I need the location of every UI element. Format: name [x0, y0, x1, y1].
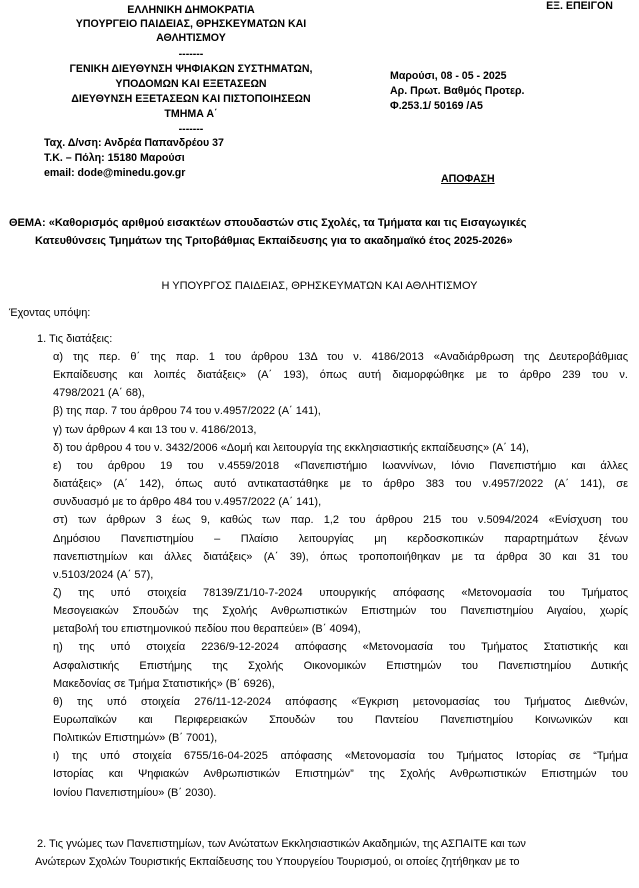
- department-line: ΓΕΝΙΚΗ ΔΙΕΥΘΥΝΣΗ ΨΗΦΙΑΚΩΝ ΣΥΣΤΗΜΑΤΩΝ,: [69, 63, 313, 75]
- protocol-number: Φ.253.1/ 50169 /Α5: [390, 100, 483, 112]
- provision-line: Ασφαλιστικής Επιστήμης της Σχολής Οικονομικών Επιστημών του Πανεπιστημίου Δυτικής: [53, 660, 628, 672]
- having-regard: Έχοντας υπόψη:: [9, 307, 91, 319]
- provision-line: Μακεδονίας σε Τμήμα Στατιστικής» (Β΄ 6926),: [53, 678, 275, 690]
- provision-line: ε) του άρθρου 19 του ν.4559/2018 «Πανεπιστήμιο Ιωαννίνων, Ιόνιο Πανεπιστήμιο και άλλες: [53, 460, 628, 472]
- provision-line: Πολιτικών Επιστημών» (Β΄ 7001),: [53, 732, 218, 744]
- provision-line: δ) του άρθρου 4 του ν. 3432/2006 «Δομή και λειτουργία της εκκλησιαστικής εκπαίδευσης» (Α΄ 14),: [53, 442, 529, 454]
- postal-line: Τ.Κ. – Πόλη: 15180 Μαρούσι: [44, 152, 185, 164]
- provision-line: β) της παρ. 7 του άρθρου 74 του ν.4957/2022 (Α΄ 141),: [53, 405, 321, 417]
- provision-line: Εκπαίδευσης και λοιπές διατάξεις» (Α΄ 193), όπως αυτή διαμορφώθηκε με το άρθρο 239 του ν.: [53, 369, 628, 381]
- provision-line: γ) των άρθρων 4 και 13 του ν. 4186/2013,: [53, 424, 257, 436]
- email-line: email: dode@minedu.gov.gr: [44, 167, 186, 179]
- department-line: ΥΠΟΔΟΜΩΝ ΚΑΙ ΕΞΕΤΑΣΕΩΝ: [115, 78, 267, 90]
- header-line: ΕΛΛΗΝΙΚΗ ΔΗΜΟΚΡΑΤΙΑ: [127, 4, 255, 16]
- provision-line: ι) της υπό στοιχεία 6755/16-04-2025 απόφασης «Μετονομασία του Τμήματος Ιστορίας σε “Τμήμα: [53, 750, 628, 762]
- provision-line: στ) των άρθρων 3 έως 9, καθώς των παρ. 1,2 του άρθρου 215 του ν.5094/2024 «Ενίσχυση του: [53, 514, 628, 526]
- item-2-line: Ανώτερων Σχολών Τουριστικής Εκπαίδευσης του Υπουργείου Τουρισμού, οι οποίες ζητήθηκαν με το: [35, 856, 520, 868]
- header-line: ΑΘΛΗΤΙΣΜΟΥ: [156, 32, 226, 44]
- provision-line: 4798/2021 (Α΄ 68),: [53, 387, 145, 399]
- provision-line: Ευρωπαϊκών και Περιφερειακών Σπουδών του Παντείου Πανεπιστημίου Κοινωνικών και: [53, 714, 628, 726]
- provision-line: Ιονίου Πανεπιστημίου» (Β΄ 2030).: [53, 787, 217, 799]
- provision-line: θ) της υπό στοιχεία 276/11-12-2024 απόφασης «Έγκριση μετονομασίας του Τμήματος Διεθνών,: [53, 696, 628, 708]
- provision-line: Μεσογειακών Σπουδών της Σχολής Ανθρωπιστικών Επιστημών του Πανεπιστημίου Αιγαίου, χωρίς: [53, 605, 628, 617]
- provision-line: ν.5103/2024 (Α΄ 57),: [53, 569, 154, 581]
- provision-line: συνδυασμό με το άρθρο 484 του ν.4957/2022 (Α΄ 141),: [53, 496, 322, 508]
- provision-line: η) της υπό στοιχεία 2236/9-12-2024 απόφασης «Μετονομασία του Τμήματος Στατιστικής και: [53, 641, 628, 653]
- decision-title: ΑΠΟΦΑΣΗ: [441, 173, 495, 185]
- department-line: ΔΙΕΥΘΥΝΣΗ ΕΞΕΤΑΣΕΩΝ ΚΑΙ ΠΙΣΤΟΠΟΙΗΣΕΩΝ: [71, 93, 311, 105]
- urgent-label: ΕΞ. ΕΠΕΙΓΟΝ: [546, 0, 613, 12]
- address-line: Ταχ. Δ/νση: Ανδρέα Παπανδρέου 37: [44, 137, 224, 149]
- header-separator: -------: [178, 48, 204, 60]
- minister-heading: Η ΥΠΟΥΡΓΟΣ ΠΑΙΔΕΙΑΣ, ΘΡΗΣΚΕΥΜΑΤΩΝ ΚΑΙ ΑΘΛΗΤΙΣΜΟΥ: [161, 280, 478, 292]
- provision-line: Ιστορίας και Ψηφιακών Ανθρωπιστικών Επιστημών” της Σχολής Ανθρωπιστικών Επιστημών του: [53, 768, 628, 780]
- provision-line: α) της περ. θ΄ της παρ. 1 του άρθρου 13Δ του ν. 4186/2013 «Αναδιάρθρωση της Δευτεροβάθμιας: [53, 351, 628, 363]
- provision-line: ζ) της υπό στοιχεία 78139/Ζ1/10-7-2024 υπουργικής απόφασης «Μετονομασία του Τμήματος: [53, 587, 628, 599]
- place-date: Μαρούσι, 08 - 05 - 2025: [390, 70, 507, 82]
- item-1-label: 1. Τις διατάξεις:: [37, 333, 113, 345]
- provision-line: μεταβολή του επιστημονικού πεδίου που θεραπεύει» (Β΄ 4094),: [53, 623, 361, 635]
- provision-line: πανεπιστημίων και άλλες διατάξεις» (Α΄ 39), όπως τροποποιήθηκαν με τα άρθρα 30 και 31 του: [53, 551, 628, 563]
- header-separator: -------: [178, 123, 204, 135]
- subject-line: Κατευθύνσεις Τμημάτων της Τριτοβάθμιας Εκπαίδευσης για το ακαδημαϊκό έτος 2025-2026»: [35, 235, 513, 247]
- protocol-label: Αρ. Πρωτ. Βαθμός Προτερ.: [390, 85, 525, 97]
- provision-line: Δημόσιου Πανεπιστημίου – Πλαίσιο λειτουργίας μη κερδοσκοπικών παραρτημάτων ξένων: [53, 533, 628, 545]
- department-line: ΤΜΗΜΑ Α΄: [164, 108, 218, 120]
- subject-line: ΘΕΜΑ: «Καθορισμός αριθμού εισακτέων σπουδαστών στις Σχολές, τα Τμήματα και τις Εισαγωγικές: [9, 217, 527, 229]
- provision-line: διατάξεις» (Α΄ 142), όπως αυτό αντικαταστάθηκε με το άρθρο 383 του ν.4957/2022 (Α΄ 141), σε: [53, 478, 628, 490]
- header-line: ΥΠΟΥΡΓΕΙΟ ΠΑΙΔΕΙΑΣ, ΘΡΗΣΚΕΥΜΑΤΩΝ ΚΑΙ: [75, 18, 307, 30]
- item-2-line: 2. Τις γνώμες των Πανεπιστημίων, των Ανώτατων Εκκλησιαστικών Ακαδημιών, της ΑΣΠΑΙΤΕ και των: [37, 838, 526, 850]
